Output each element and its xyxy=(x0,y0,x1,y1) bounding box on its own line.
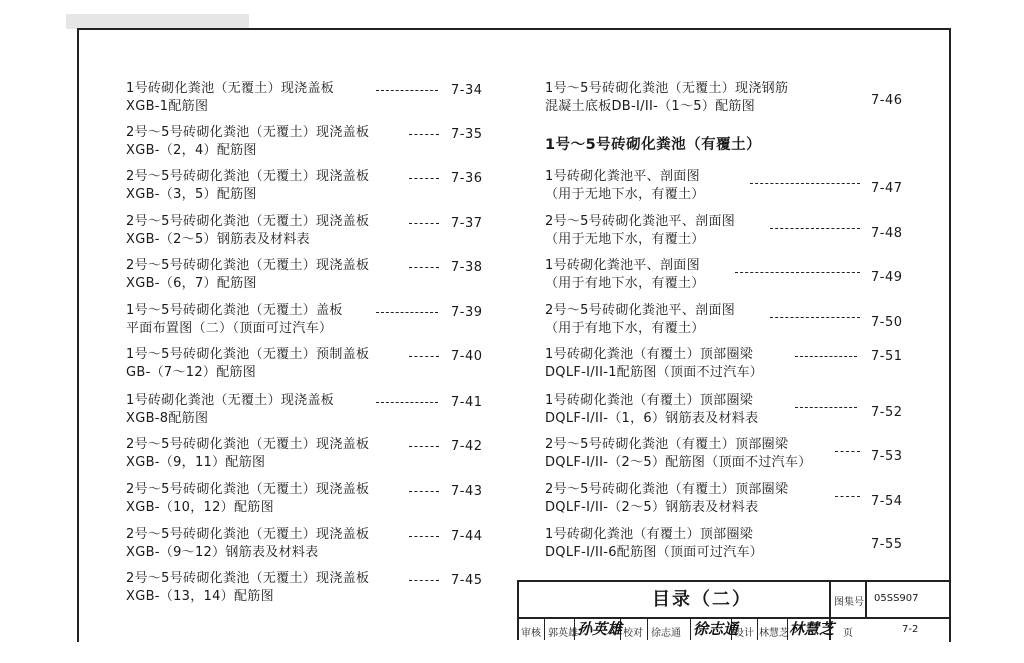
entry-subtitle: DQLF-I/II-（1，6）钢筋表及材料表 xyxy=(545,411,759,426)
entry-title: 1号砖砌化粪池（有覆土）顶部圈梁 xyxy=(545,527,754,542)
entry-subtitle: 混凝土底板DB-I/II-（1～5）配筋图 xyxy=(545,99,756,114)
title-block-divider xyxy=(865,580,867,617)
entry-title: 2号～5号砖砌化粪池平、剖面图 xyxy=(545,214,736,229)
leader-dashes xyxy=(795,356,857,357)
title-block-divider xyxy=(647,617,648,640)
leader-dashes xyxy=(735,272,860,273)
entry-subtitle: XGB-8配筋图 xyxy=(126,411,209,426)
entry-page: 7-50 xyxy=(871,315,903,330)
design-label: 设计 xyxy=(734,628,754,639)
entry-page: 7-44 xyxy=(451,529,483,544)
entry-page: 7-52 xyxy=(871,405,903,420)
entry-page: 7-53 xyxy=(871,449,903,464)
entry-title: 2号～5号砖砌化粪池（无覆土）现浇盖板 xyxy=(126,125,370,140)
entry-subtitle: （用于无地下水，有覆土） xyxy=(545,232,705,247)
leader-dashes xyxy=(835,496,860,497)
entry-subtitle: XGB-1配筋图 xyxy=(126,99,209,114)
toc-entry xyxy=(126,482,486,524)
toc-entry xyxy=(126,125,486,167)
entry-subtitle: XGB-（2～5）钢筋表及材料表 xyxy=(126,232,310,247)
toc-entry xyxy=(126,437,486,479)
entry-title: 2号～5号砖砌化粪池（有覆土）顶部圈梁 xyxy=(545,437,789,452)
leader-dashes xyxy=(409,536,439,537)
leader-dashes xyxy=(750,183,860,184)
leader-dashes xyxy=(409,267,439,268)
entry-page: 7-40 xyxy=(451,349,483,364)
toc-entry xyxy=(126,81,486,123)
toc-entry xyxy=(545,258,910,300)
entry-page: 7-39 xyxy=(451,305,483,320)
entry-page: 7-38 xyxy=(451,260,483,275)
toc-entry xyxy=(545,303,910,345)
entry-page: 7-37 xyxy=(451,216,483,231)
leader-dashes xyxy=(409,446,439,447)
entry-page: 7-41 xyxy=(451,395,483,410)
leader-dashes xyxy=(795,407,857,408)
check-label: 校对 xyxy=(623,628,643,639)
entry-title: 2号～5号砖砌化粪池（无覆土）现浇盖板 xyxy=(126,527,370,542)
entry-title: 2号～5号砖砌化粪池（有覆土）顶部圈梁 xyxy=(545,482,789,497)
entry-page: 7-54 xyxy=(871,494,903,509)
entry-page: 7-42 xyxy=(451,439,483,454)
toc-entry xyxy=(545,393,910,435)
leader-dashes xyxy=(409,580,439,581)
entry-subtitle: XGB-（6，7）配筋图 xyxy=(126,276,257,291)
entry-subtitle: （用于有地下水，有覆土） xyxy=(545,321,705,336)
toc-entry xyxy=(126,527,486,569)
entry-title: 2号～5号砖砌化粪池（无覆土）现浇盖板 xyxy=(126,214,370,229)
leader-dashes xyxy=(409,356,439,357)
entry-page: 7-36 xyxy=(451,171,483,186)
entry-page: 7-34 xyxy=(451,83,483,98)
section-heading: 1号～5号砖砌化粪池（有覆土） xyxy=(545,137,762,153)
entry-subtitle: DQLF-I/II-（2～5）钢筋表及材料表 xyxy=(545,500,759,515)
toc-entry xyxy=(545,437,910,479)
entry-page: 7-45 xyxy=(451,573,483,588)
toc-entry xyxy=(126,571,486,613)
designer-name: 林慧芝 xyxy=(759,628,789,639)
leader-dashes xyxy=(770,317,860,318)
atlas-number: 05SS907 xyxy=(874,593,919,604)
toc-entry xyxy=(126,347,486,389)
title-block xyxy=(517,580,949,640)
entry-title: 2号～5号砖砌化粪池平、剖面图 xyxy=(545,303,736,318)
leader-dashes xyxy=(409,134,439,135)
entry-subtitle: DQLF-I/II-6配筋图（顶面可过汽车） xyxy=(545,545,764,560)
entry-title: 2号～5号砖砌化粪池（无覆土）现浇盖板 xyxy=(126,169,370,184)
toc-entry xyxy=(545,81,910,123)
leader-dashes xyxy=(376,312,438,313)
entry-title: 2号～5号砖砌化粪池（无覆土）现浇盖板 xyxy=(126,437,370,452)
leader-dashes xyxy=(376,90,438,91)
toc-entry xyxy=(545,527,910,569)
title-block-border xyxy=(517,580,949,582)
checker-signature: 徐志通 xyxy=(693,620,739,638)
entry-subtitle: XGB-（3，5）配筋图 xyxy=(126,187,257,202)
leader-dashes xyxy=(376,402,438,403)
title-block-divider xyxy=(544,617,545,640)
toc-entry xyxy=(545,482,910,524)
entry-title: 1号～5号砖砌化粪池（无覆土）现浇钢筋 xyxy=(545,81,789,96)
page-number: 7-2 xyxy=(902,624,919,635)
leader-dashes xyxy=(409,223,439,224)
toc-entry xyxy=(126,393,486,435)
checker-name: 徐志通 xyxy=(651,628,681,639)
toc-entry xyxy=(126,214,486,256)
entry-subtitle: （用于无地下水，有覆土） xyxy=(545,187,705,202)
review-label: 审核 xyxy=(521,628,541,639)
entry-title: 1号砖砌化粪池（无覆土）现浇盖板 xyxy=(126,393,335,408)
entry-page: 7-47 xyxy=(871,181,903,196)
entry-subtitle: XGB-（9～12）钢筋表及材料表 xyxy=(126,545,319,560)
entry-subtitle: DQLF-I/II-（2～5）配筋图（顶面不过汽车） xyxy=(545,455,812,470)
entry-title: 1号～5号砖砌化粪池（无覆土）盖板 xyxy=(126,303,343,318)
entry-subtitle: （用于有地下水，有覆土） xyxy=(545,276,705,291)
entry-page: 7-48 xyxy=(871,226,903,241)
atlas-label: 图集号 xyxy=(834,597,864,608)
reviewer-signature: 孙英雄 xyxy=(577,620,623,638)
drawing-title: 目录（二） xyxy=(652,589,752,610)
entry-title: 2号～5号砖砌化粪池（无覆土）现浇盖板 xyxy=(126,482,370,497)
title-block-divider xyxy=(757,617,758,640)
title-block-border xyxy=(517,580,519,640)
leader-dashes xyxy=(770,228,860,229)
leader-dashes xyxy=(835,451,860,452)
drawing-frame xyxy=(77,28,951,642)
entry-page: 7-49 xyxy=(871,270,903,285)
toc-entry xyxy=(545,347,910,389)
toc-entry xyxy=(126,303,486,345)
entry-title: 2号～5号砖砌化粪池（无覆土）现浇盖板 xyxy=(126,258,370,273)
toc-entry xyxy=(126,169,486,211)
entry-subtitle: 平面布置图（二）（顶面可过汽车） xyxy=(126,321,333,336)
entry-page: 7-43 xyxy=(451,484,483,499)
entry-subtitle: DQLF-I/II-1配筋图（顶面不过汽车） xyxy=(545,365,764,380)
entry-title: 1号砖砌化粪池平、剖面图 xyxy=(545,169,700,184)
entry-page: 7-55 xyxy=(871,537,903,552)
toc-entry xyxy=(126,258,486,300)
entry-title: 1号砖砌化粪池平、剖面图 xyxy=(545,258,700,273)
entry-subtitle: XGB-（9，11）配筋图 xyxy=(126,455,266,470)
entry-title: 1号砖砌化粪池（有覆土）顶部圈梁 xyxy=(545,347,754,362)
entry-subtitle: XGB-（13，14）配筋图 xyxy=(126,589,274,604)
entry-title: 1号～5号砖砌化粪池（无覆土）预制盖板 xyxy=(126,347,370,362)
entry-subtitle: XGB-（10，12）配筋图 xyxy=(126,500,274,515)
entry-title: 1号砖砌化粪池（无覆土）现浇盖板 xyxy=(126,81,335,96)
entry-page: 7-35 xyxy=(451,127,483,142)
designer-signature: 林慧芝 xyxy=(789,620,835,638)
page-label: 页 xyxy=(843,628,853,639)
entry-subtitle: GB-（7～12）配筋图 xyxy=(126,365,257,380)
entry-title: 1号砖砌化粪池（有覆土）顶部圈梁 xyxy=(545,393,754,408)
toc-entry xyxy=(545,169,910,211)
reviewer-name: 郭英雄 xyxy=(548,628,578,639)
leader-dashes xyxy=(409,491,439,492)
entry-page: 7-51 xyxy=(871,349,903,364)
toc-entry xyxy=(545,214,910,256)
entry-title: 2号～5号砖砌化粪池（无覆土）现浇盖板 xyxy=(126,571,370,586)
leader-dashes xyxy=(409,178,439,179)
entry-page: 7-46 xyxy=(871,93,903,108)
title-block-divider xyxy=(690,617,691,640)
scan-artifact-bar xyxy=(66,14,249,29)
entry-subtitle: XGB-（2，4）配筋图 xyxy=(126,143,257,158)
